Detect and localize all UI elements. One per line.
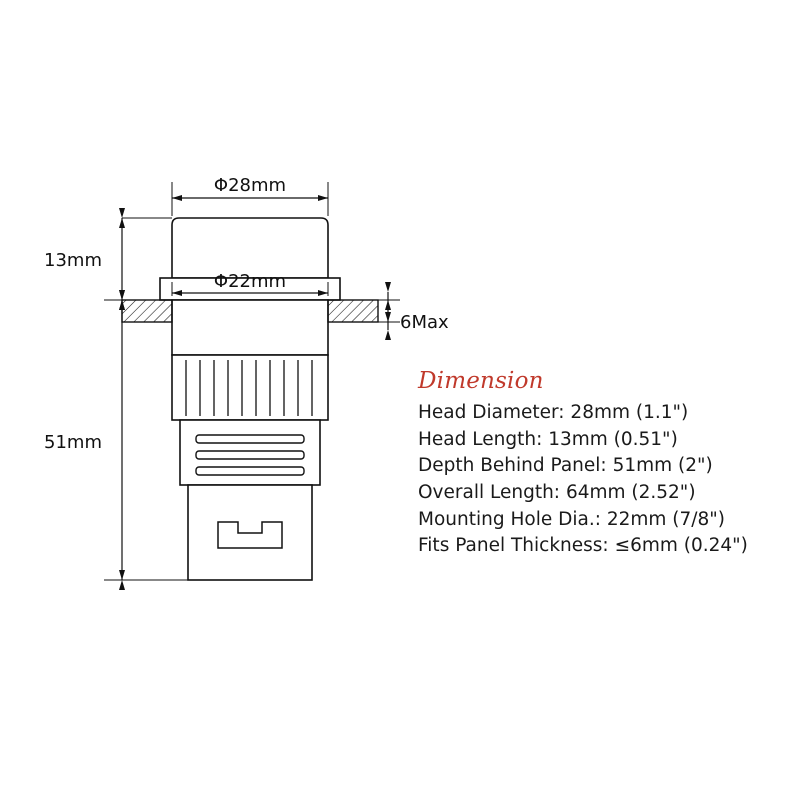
dimension-value: 22mm (7/8")	[606, 508, 726, 530]
dimension-value: 64mm (2.52")	[565, 481, 696, 503]
dimension-panel-title: Dimension	[418, 368, 544, 394]
list-item	[418, 400, 788, 427]
list-item	[418, 480, 788, 507]
dim-mounting-hole-label: Φ22mm	[213, 271, 287, 292]
list-item	[418, 453, 788, 480]
dimension-label: Head Diameter:	[418, 402, 565, 423]
dim-panel-thickness-label: 6Max	[400, 312, 449, 333]
list-item	[418, 507, 788, 534]
list-item	[418, 533, 788, 560]
body-slots	[196, 435, 304, 475]
dimension-label: Head Length:	[418, 428, 543, 450]
dimension-value: 51mm (2")	[612, 455, 713, 477]
dim-head-length-label: 13mm	[44, 250, 102, 271]
dimension-label: Mounting Hole Dia.:	[418, 508, 601, 530]
dimension-value: 13mm (0.51")	[548, 428, 678, 450]
dimension-label: Fits Panel Thickness:	[418, 535, 609, 557]
list-item	[418, 427, 788, 454]
dimension-value: ≤6mm (0.24")	[614, 535, 748, 557]
dim-depth-behind-panel-label: 51mm	[44, 432, 102, 453]
dimension-label: Depth Behind Panel:	[418, 455, 607, 477]
dimension-label: Overall Length:	[418, 481, 561, 503]
dim-head-diameter-label: Φ28mm	[213, 175, 287, 196]
dimension-panel	[418, 368, 788, 560]
dimension-list	[418, 400, 788, 560]
dimension-value: 28mm (1.1")	[570, 402, 689, 423]
